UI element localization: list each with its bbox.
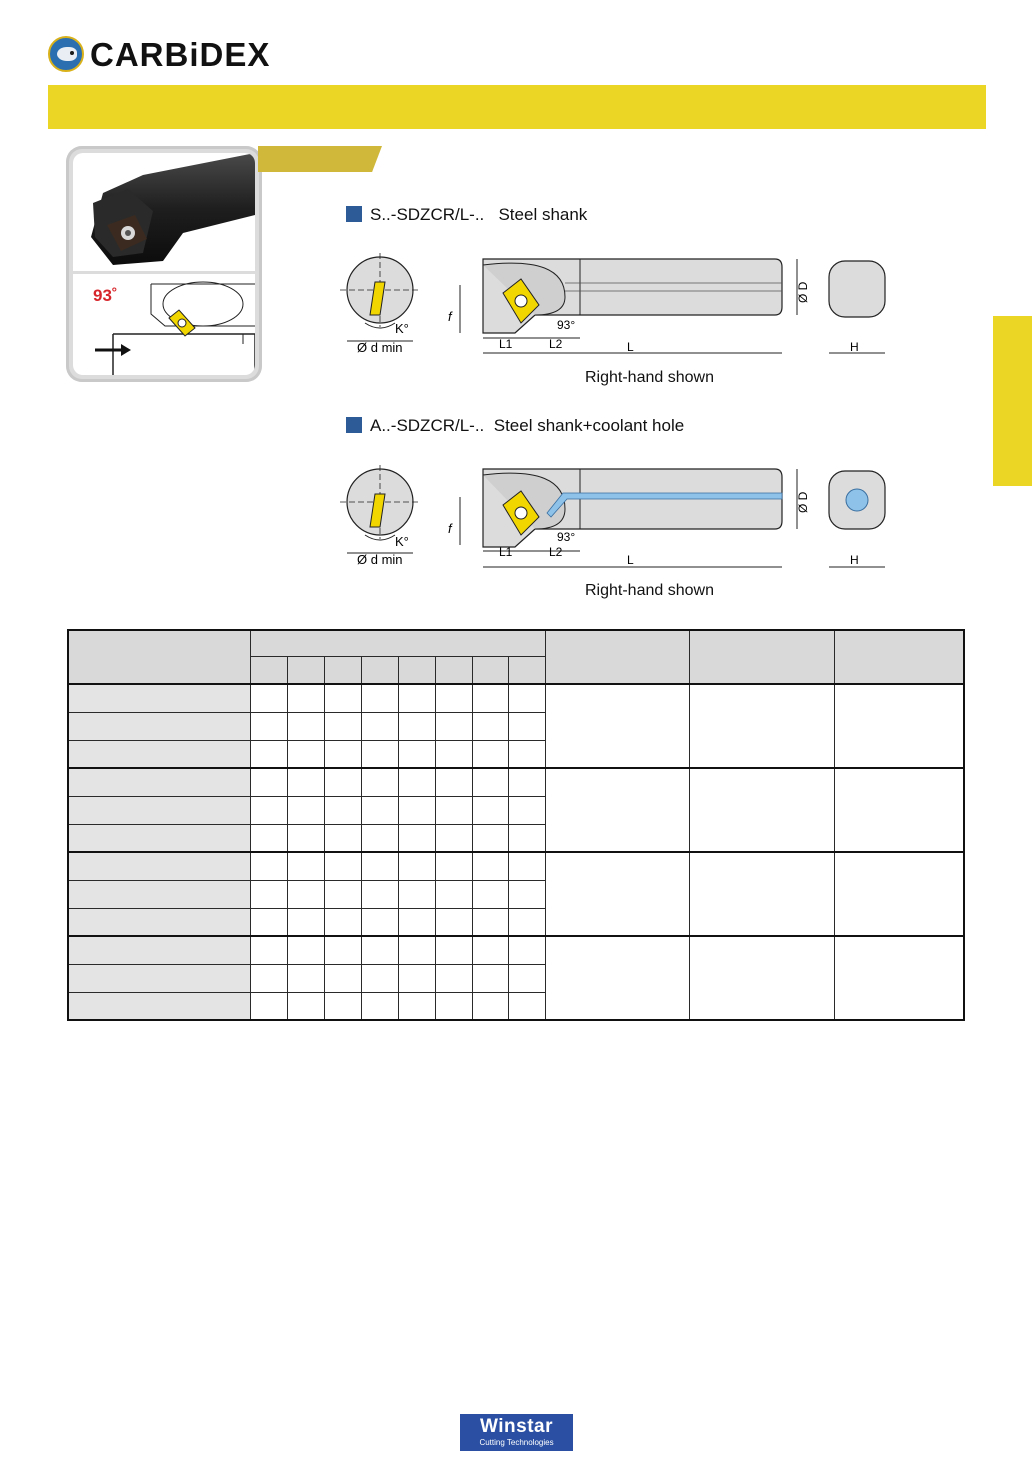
h-label: H: [850, 553, 859, 567]
h-label: H: [850, 340, 859, 354]
kappa-label: K°: [395, 534, 409, 549]
section-b-heading: [346, 416, 684, 436]
header-dim-col: [251, 656, 288, 684]
header-dim-col: [287, 656, 324, 684]
f-label: f: [448, 309, 452, 324]
section-b-desc: Steel shank+coolant hole: [493, 416, 685, 435]
section-b-caption: Right-hand shown: [585, 582, 714, 599]
side-chapter-tab: [993, 316, 1032, 486]
l1-label: L1: [499, 545, 513, 559]
product-photo-card: [66, 146, 262, 382]
header-key: [834, 630, 964, 684]
section-a-heading: [346, 205, 587, 225]
coolant-hole-icon: [846, 489, 868, 511]
section-b-code: A..-SDZCR/L-..: [370, 416, 485, 435]
table-row: [68, 852, 964, 880]
header-model: [68, 630, 251, 684]
boring-bar-image: [73, 153, 255, 271]
header-dim-col: [509, 656, 546, 684]
l1-label: L1: [499, 337, 513, 351]
footer-brand-name: Winstar: [479, 1416, 553, 1437]
section-b-drawing: [335, 455, 895, 573]
footer-brand-badge: [460, 1414, 573, 1451]
heading-square-icon: [346, 206, 362, 222]
approach-angle-label: 93˚: [93, 286, 118, 305]
l-label: L: [627, 553, 634, 567]
logo-emblem-icon: [48, 36, 84, 72]
header-dim-col: [435, 656, 472, 684]
title-bar: [48, 85, 986, 129]
header-insert: [546, 630, 690, 684]
logo-text: CARBiDEX: [90, 36, 271, 73]
header-dim-col: [472, 656, 509, 684]
l-label: L: [627, 340, 634, 354]
section-a-drawing: [335, 245, 895, 360]
table-row: [68, 684, 964, 712]
kappa-label: K°: [395, 321, 409, 336]
brand-logo: [46, 36, 271, 74]
header-dim-col: [324, 656, 361, 684]
f-label: f: [448, 521, 452, 536]
angle-label: 93°: [557, 530, 576, 544]
l2-label: L2: [549, 337, 563, 351]
section-a-code: S..-SDZCR/L-..: [370, 205, 485, 224]
l2-label: L2: [549, 545, 563, 559]
tool-photo: [73, 153, 255, 271]
header-screw: [690, 630, 835, 684]
angle-label: 93°: [557, 318, 576, 332]
dmin-label: Ø d min: [357, 340, 403, 355]
heading-square-icon: [346, 417, 362, 433]
spec-table: [67, 629, 965, 1021]
header-dimensions: [251, 630, 546, 656]
od-label: Ø D: [796, 281, 810, 303]
dmin-label: Ø d min: [357, 552, 403, 567]
shank-end-view: [829, 261, 885, 317]
section-tab-strip: [258, 146, 382, 172]
section-a-caption: Right-hand shown: [585, 369, 714, 386]
header-dim-col: [361, 656, 398, 684]
table-row: [68, 768, 964, 796]
od-label: Ø D: [796, 491, 810, 513]
footer-tagline: Cutting Technologies: [479, 1438, 554, 1447]
cutting-diagram: [73, 274, 255, 375]
table-row: [68, 936, 964, 964]
section-a-desc: Steel shank: [498, 205, 588, 224]
header-dim-col: [398, 656, 435, 684]
